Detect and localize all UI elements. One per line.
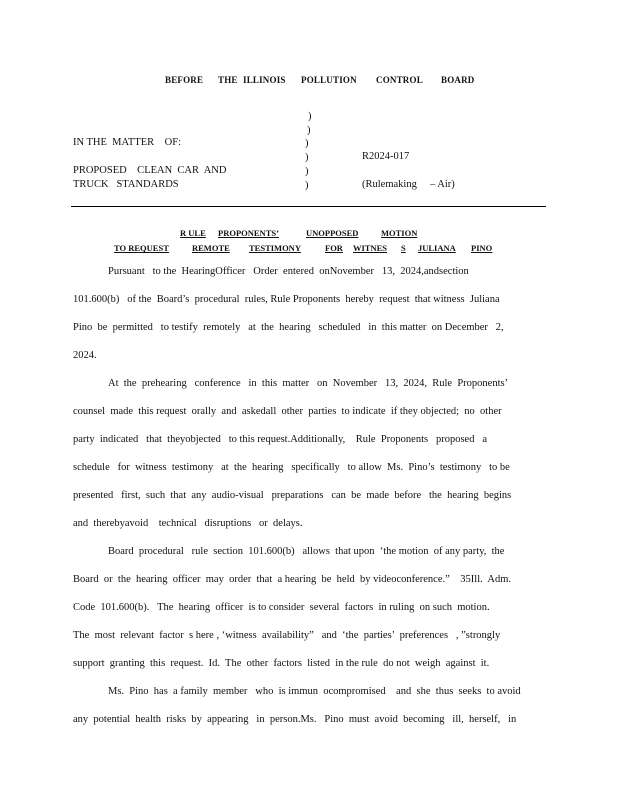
header-word: BOARD: [441, 75, 475, 85]
motion-title-word: TESTIMONY: [249, 243, 301, 253]
body-line: Ms. Pino has a family member who is immun ocompromised and she thus seeks to avoid: [108, 686, 521, 697]
motion-title-word: S: [401, 243, 406, 253]
docket-number: R2024-017: [362, 151, 410, 162]
body-line: support granting this request. Id. The other factors listed in the rule do not weigh against it.: [73, 658, 490, 669]
motion-title-word: UNOPPOSED: [306, 228, 359, 238]
body-line: 2024.: [73, 350, 97, 361]
motion-title-word: R ULE: [180, 228, 206, 238]
motion-title-word: WITNES: [353, 243, 388, 253]
caption-matter: IN THE MATTER OF:: [73, 137, 182, 148]
motion-title-word: FOR: [325, 243, 343, 253]
motion-title-word: REMOTE: [192, 243, 230, 253]
body-line: Pino be permitted to testify remotely at the hearing scheduled in this matter on December 2,: [73, 322, 504, 333]
motion-title-word: PROPONENTS’: [218, 228, 279, 238]
rulemaking-subtitle: (Rulemaking – Air): [362, 179, 455, 190]
body-line: presented first, such that any audio-visual preparations can be made before the hearing begins: [73, 490, 512, 501]
caption-paren: ): [305, 166, 309, 177]
body-line: Pursuant to the HearingOfficer Order entered onNovember 13, 2024,andsection: [108, 266, 469, 277]
header-word: ILLINOIS: [243, 75, 286, 85]
caption-paren: ): [305, 180, 309, 191]
caption-paren: ): [305, 138, 309, 149]
caption-proposed-line1: PROPOSED CLEAN CAR AND: [73, 165, 227, 176]
motion-title-word: MOTION: [381, 228, 418, 238]
body-line: 101.600(b) of the Board’s procedural rules, Rule Proponents hereby request that witness Juliana: [73, 294, 500, 305]
body-line: Code 101.600(b). The hearing officer is to consider several factors in ruling on such motion.: [73, 602, 490, 613]
header-word: POLLUTION: [301, 75, 357, 85]
motion-title-word: TO REQUEST: [114, 243, 169, 253]
caption-paren: ): [305, 152, 309, 163]
body-line: Board or the hearing officer may order that a hearing be held by videoconference.” 35Ill. Adm.: [73, 574, 512, 585]
header-word: BEFORE: [165, 75, 204, 85]
header-word: CONTROL: [376, 75, 423, 85]
body-line: party indicated that theyobjected to this request.Additionally, Rule Proponents proposed a: [73, 434, 487, 445]
body-line: and therebyavoid technical disruptions or delays.: [73, 518, 303, 529]
caption-divider: [71, 206, 546, 207]
header-word: THE: [218, 75, 238, 85]
caption-paren: ): [307, 125, 311, 136]
body-line: Board procedural rule section 101.600(b) allows that upon ‘the motion of any party, the: [108, 546, 505, 557]
motion-title-word: JULIANA: [418, 243, 456, 253]
body-line: counsel made this request orally and askedall other parties to indicate if they objected; no other: [73, 406, 502, 417]
caption-paren: ): [308, 111, 312, 122]
body-line: At the prehearing conference in this matter on November 13, 2024, Rule Proponents’: [108, 378, 509, 389]
body-line: any potential health risks by appearing in person.Ms. Pino must avoid becoming ill, herself, in: [73, 714, 517, 725]
body-line: schedule for witness testimony at the hearing specifically to allow Ms. Pino’s testimony to be: [73, 462, 510, 473]
body-line: The most relevant factor s here , ‘witness availability” and ‘the parties’ preferences , ”strongly: [73, 630, 501, 641]
caption-proposed-line2: TRUCK STANDARDS: [73, 179, 179, 190]
motion-title-word: PINO: [471, 243, 493, 253]
